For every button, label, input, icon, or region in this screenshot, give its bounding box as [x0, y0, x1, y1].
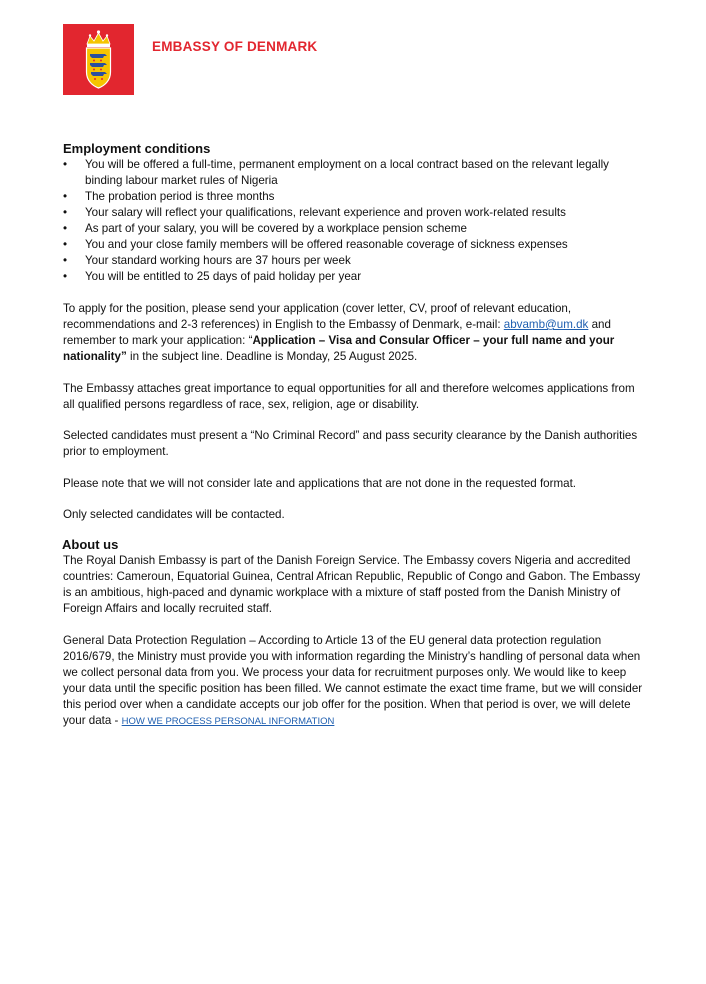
list-item: • Your standard working hours are 37 hours per week: [63, 253, 643, 269]
gdpr-text: General Data Protection Regulation – According to Article 13 of the EU general data protection regulation 2016/679, the Ministry must provide you with information regarding the Ministry’s handling of personal data when we collect personal data from you. We process your data for recruitment purposes only. We would like to keep your data until the specific position has been filled. We cannot estimate the exact time frame, but we will consider this period over when a candidate accepts our job offer for the position. When that period is over, we will delete your data -: [63, 633, 643, 727]
equal-opportunity-paragraph: The Embassy attaches great importance to equal opportunities for all and therefore welcomes applications from all qualified persons regardless of race, sex, religion, age or disability.: [63, 381, 635, 411]
danish-royal-coat-of-arms-icon: [63, 24, 134, 95]
document-body: [63, 141, 643, 745]
employment-conditions-list: [63, 157, 643, 285]
personal-information-link[interactable]: HOW WE PROCESS PERSONAL INFORMATION: [121, 715, 335, 727]
application-text: and remember to mark your application: “: [63, 318, 611, 347]
application-text: To apply for the position, please send your application (cover letter, CV, proof of relevant education, recommendations and 2-3 references) in English to the Embassy of Denmark, e-mail:: [63, 302, 572, 331]
embassy-logo: [63, 24, 134, 95]
deadline-text: in the subject line. Deadline is Monday, 25 August 2025.: [126, 350, 418, 363]
list-item: • As part of your salary, you will be covered by a workplace pension scheme: [63, 221, 643, 237]
about-us-paragraph: The Royal Danish Embassy is part of the Danish Foreign Service. The Embassy covers Nigeria and accredited countries: Cameroun, Equatorial Guinea, Central African Republic, Republic of Congo and Gabon. The Embassy is an ambitious, high-paced and dynamic workplace with a mixture of staff posted from the Danish Ministry of Foreign Affairs and locally recruited staff.: [63, 554, 641, 615]
list-item: • You will be offered a full-time, permanent employment on a local contract based on the relevant legally binding labour market rules of Nigeria: [63, 157, 643, 189]
list-item: • The probation period is three months: [63, 189, 643, 205]
embassy-name: EMBASSY OF DENMARK: [152, 39, 318, 54]
gdpr-paragraph: [63, 633, 643, 730]
late-applications-paragraph: Please note that we will not consider late and applications that are not done in the requested format.: [63, 476, 577, 490]
list-item: • You and your close family members will be offered reasonable coverage of sickness expenses: [63, 237, 643, 253]
about-us-heading: About us: [62, 537, 119, 552]
subject-line-format: Application – Visa and Consular Officer – your full name and your nationality”: [63, 334, 615, 363]
selected-candidates-paragraph: Only selected candidates will be contacted.: [63, 508, 285, 521]
email-link[interactable]: abvamb@um.dk: [503, 318, 589, 331]
criminal-record-paragraph: Selected candidates must present a “No Criminal Record” and pass security clearance by the Danish authorities prior to employment.: [63, 429, 638, 458]
list-item: • You will be entitled to 25 days of paid holiday per year: [63, 269, 643, 285]
employment-conditions-heading: Employment conditions: [63, 141, 211, 156]
list-item: • Your salary will reflect your qualifications, relevant experience and proven work-related results: [63, 205, 643, 221]
application-instructions: [63, 301, 643, 365]
